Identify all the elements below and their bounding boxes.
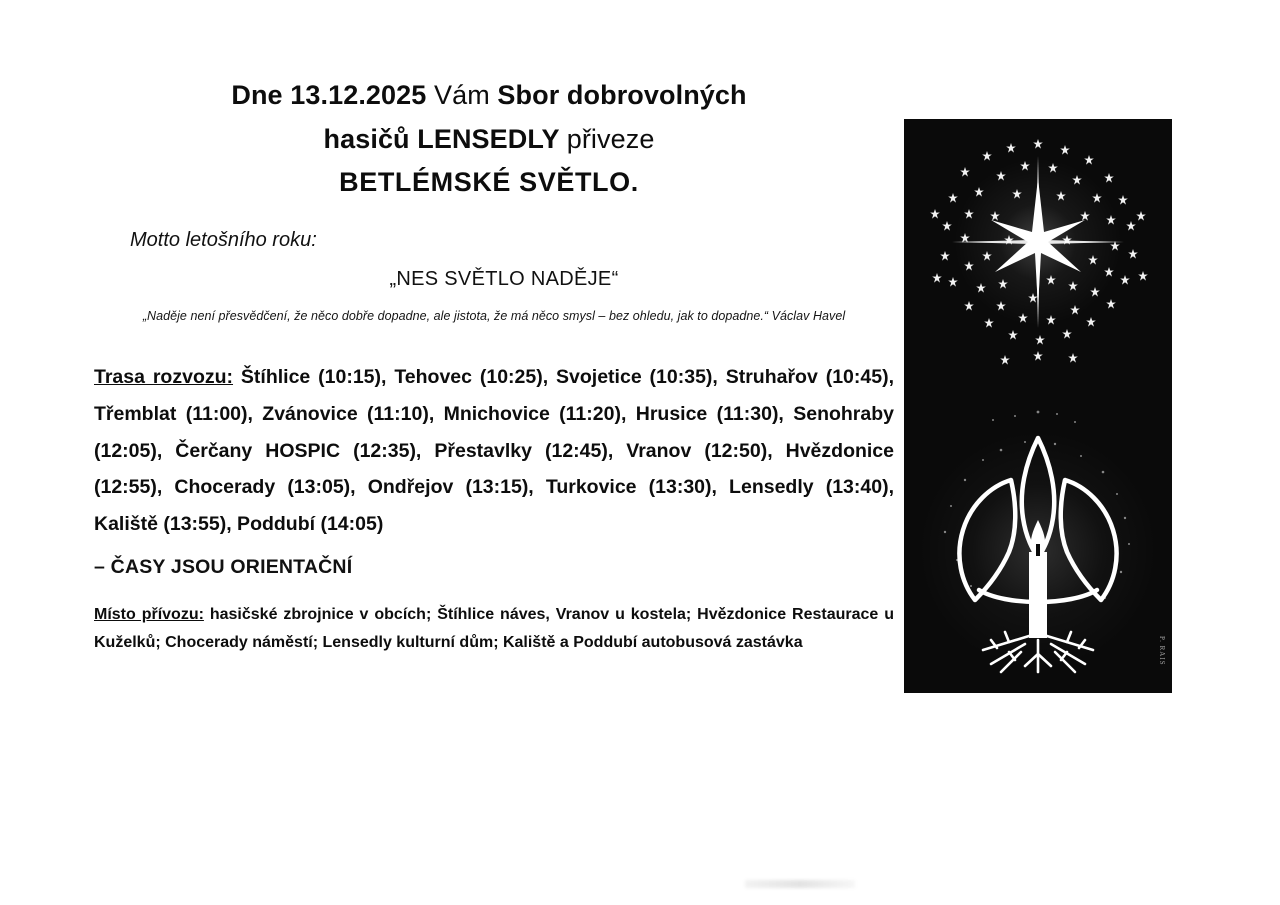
headline-word-vam: Vám	[434, 80, 498, 110]
artwork-illustration	[905, 120, 1171, 692]
candle-icon	[1029, 520, 1047, 638]
route-text: Štíhlice (10:15), Tehovec (10:25), Svojetice (10:35), Struhařov (10:45), Třemblat (11:00), Zvánovice (11:10), Mnichovice (11:20), Hrusice (11:30), Senohraby (12:05), Čerčany HOSPIC (12:35), Přestavlky (12:45), Vranov (12:50), Hvězdonice (12:55), Chocerady (13:05), Ondřejov (13:15), Turkovice (13:30), Lensedly (13:40), Kaliště (13:55), Poddubí (14:05)	[94, 366, 894, 535]
scan-artifact	[745, 880, 855, 888]
artwork-signature: P. RAIS	[1158, 636, 1166, 666]
headline-line-3: BETLÉMSKÉ SVĚTLO.	[339, 167, 639, 198]
headline-date: Dne 13.12.2025	[231, 80, 434, 110]
place-paragraph	[94, 601, 894, 656]
motto-label: Motto letošního roku:	[130, 229, 317, 252]
headline-org-part1: Sbor dobrovolných	[497, 80, 747, 110]
headline-line-1	[94, 74, 884, 118]
times-approximate-note: – ČASY JSOU ORIENTAČNÍ	[94, 556, 353, 579]
place-text: hasičské zbrojnice v obcích; Štíhlice náves, Vranov u kostela; Hvězdonice Restaurace u Kuželků; Chocerady náměstí; Lensedly kulturní dům; Kaliště a Poddubí autobusová zastávka	[94, 606, 894, 651]
route-label: Trasa rozvozu:	[94, 366, 234, 389]
place-label: Místo přívozu:	[94, 606, 204, 624]
bethlehem-light-artwork	[905, 120, 1171, 692]
havel-quote: „Naděje není přesvědčení, že něco dobře dopadne, ale jistota, že má něco smysl – bez ohledu, jak to dopadne.“ Václav Havel	[142, 309, 846, 324]
route-paragraph	[94, 359, 894, 542]
poster-text-column	[94, 74, 894, 657]
headline-org-part2: hasičů LENSEDLY	[323, 123, 567, 154]
headline-line-2	[94, 118, 884, 162]
motto-quote: „NES SVĚTLO NADĚJE“	[389, 268, 619, 291]
headline-word-privez: přiveze	[566, 123, 655, 154]
poster-headline	[94, 74, 894, 205]
